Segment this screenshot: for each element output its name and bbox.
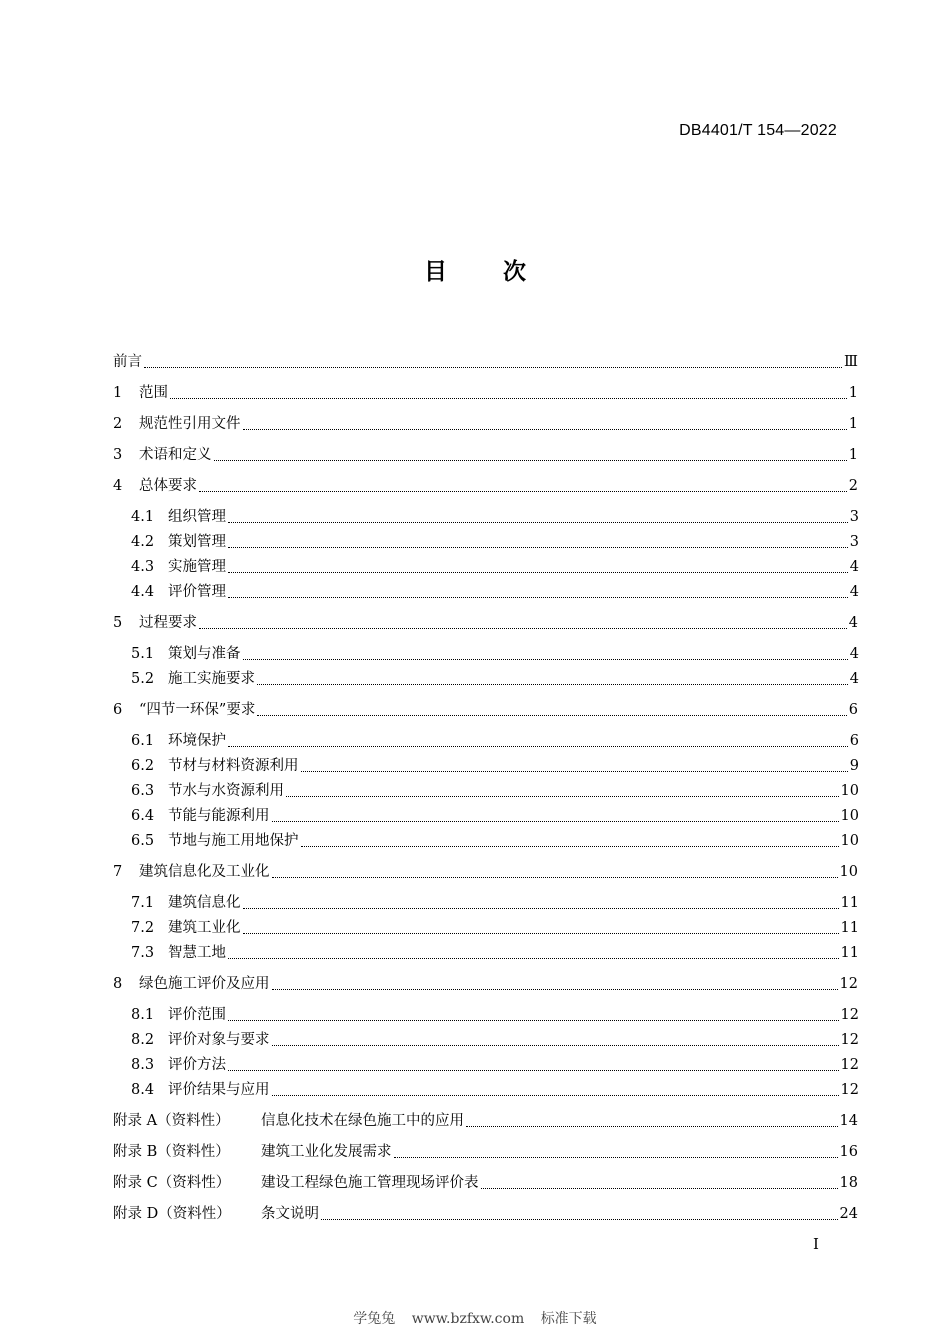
toc-entry[interactable] [131, 1080, 859, 1100]
toc-entry-title: 建筑信息化及工业化 [139, 864, 270, 880]
toc-leader-dots [228, 547, 848, 548]
toc-leader-dots [301, 846, 839, 847]
toc-leader-dots [481, 1188, 838, 1189]
page-number: I [813, 1235, 819, 1253]
toc-entry-number: 4.3 [131, 559, 155, 575]
toc-entry[interactable] [113, 1111, 858, 1131]
toc-entry[interactable] [131, 1030, 859, 1050]
toc-entry-title: 智慧工地 [168, 945, 226, 961]
toc-entry-page: 10 [840, 833, 859, 849]
toc-leader-dots [228, 746, 848, 747]
toc-leader-dots [466, 1126, 838, 1127]
toc-entry-page: 1 [848, 416, 858, 432]
toc-entry-number: 7.1 [131, 895, 155, 911]
toc-entry-number: 7.3 [131, 945, 155, 961]
title-char-1: 目 [424, 259, 447, 285]
toc-entry-page: 12 [840, 1082, 859, 1098]
toc-entry-title: 规范性引用文件 [139, 416, 241, 432]
toc-entry-title: 评价管理 [168, 584, 226, 600]
toc-entry-number: 8 [113, 976, 123, 992]
toc-entry-title: 评价结果与应用 [168, 1082, 270, 1098]
toc-entry[interactable] [131, 507, 859, 527]
page-title [0, 253, 950, 286]
toc-leader-dots [243, 429, 847, 430]
toc-entry-title: 过程要求 [139, 615, 197, 631]
toc-entry-title: “四节一环保”要求 [139, 702, 256, 718]
toc-entry-page: 24 [839, 1206, 858, 1222]
toc-entry-title: 建设工程绿色施工管理现场评价表 [261, 1175, 479, 1191]
toc-leader-dots [243, 908, 839, 909]
toc-leader-dots [243, 933, 839, 934]
toc-leader-dots [243, 659, 848, 660]
toc-entry-title: 范围 [139, 385, 168, 401]
toc-entry-title: 实施管理 [168, 559, 226, 575]
footer-site-name: 学兔兔 [353, 1311, 396, 1327]
toc-entry-title: 绿色施工评价及应用 [139, 976, 270, 992]
toc-entry-title: 策划管理 [168, 534, 226, 550]
toc-entry-title: 总体要求 [139, 478, 197, 494]
toc-leader-dots [144, 367, 842, 368]
toc-entry[interactable] [113, 613, 858, 633]
toc-leader-dots [272, 1045, 839, 1046]
toc-entry[interactable] [131, 756, 859, 776]
toc-entry-page: 9 [849, 758, 859, 774]
toc-entry[interactable] [131, 1005, 859, 1025]
toc-entry-page: 4 [848, 615, 858, 631]
toc-entry-page: Ⅲ [844, 354, 858, 370]
toc-entry-title: 评价范围 [168, 1007, 226, 1023]
toc-entry[interactable] [113, 476, 858, 496]
toc-entry-page: 4 [849, 559, 859, 575]
toc-leader-dots [228, 572, 848, 573]
toc-entry-number: 6 [113, 702, 123, 718]
toc-entry-page: 3 [849, 509, 859, 525]
toc-entry-title: 组织管理 [168, 509, 226, 525]
toc-leader-dots [199, 491, 847, 492]
toc-entry-number: 附录 D（资料性） [113, 1206, 231, 1222]
toc-entry-page: 12 [840, 1032, 859, 1048]
toc-entry-title: 评价方法 [168, 1057, 226, 1073]
toc-entry-page: 11 [840, 920, 859, 936]
toc-entry-page: 6 [848, 702, 858, 718]
toc-entry-page: 4 [849, 671, 859, 687]
standard-code: DB4401/T 154—2022 [679, 122, 837, 139]
toc-entry[interactable] [131, 918, 859, 938]
toc-entry[interactable] [113, 1173, 858, 1193]
toc-entry-title: 建筑工业化发展需求 [261, 1144, 392, 1160]
toc-entry-title: 施工实施要求 [168, 671, 255, 687]
toc-entry-number: 8.3 [131, 1057, 155, 1073]
toc-leader-dots [228, 1020, 839, 1021]
toc-entry-number: 5.1 [131, 646, 155, 662]
toc-entry[interactable] [131, 731, 859, 751]
toc-entry-title: 节地与施工用地保护 [168, 833, 299, 849]
toc-entry[interactable] [131, 582, 859, 602]
toc-leader-dots [214, 460, 847, 461]
toc-entry[interactable] [131, 1055, 859, 1075]
toc-entry-page: 12 [840, 1057, 859, 1073]
toc-entry[interactable] [113, 700, 858, 720]
toc-entry-title: 节水与水资源利用 [168, 783, 284, 799]
toc-leader-dots [170, 398, 847, 399]
toc-leader-dots [272, 877, 838, 878]
toc-entry-page: 11 [840, 895, 859, 911]
toc-entry-number: 7 [113, 864, 123, 880]
toc-entry-title: 节能与能源利用 [168, 808, 270, 824]
toc-entry-number: 6.3 [131, 783, 155, 799]
toc-entry-number: 3 [113, 447, 123, 463]
toc-leader-dots [228, 958, 839, 959]
toc-entry-title: 术语和定义 [139, 447, 212, 463]
toc-entry-page: 10 [840, 783, 859, 799]
toc-entry-number: 8.4 [131, 1082, 155, 1098]
toc-entry-page: 4 [849, 646, 859, 662]
toc-entry[interactable] [131, 831, 859, 851]
toc-entry-title: 建筑工业化 [168, 920, 241, 936]
toc-entry-title: 环境保护 [168, 733, 226, 749]
toc-entry-number: 附录 B（资料性） [113, 1144, 230, 1160]
toc-entry-number: 1 [113, 385, 123, 401]
toc-entry-page: 10 [839, 864, 858, 880]
toc-entry-number: 6.5 [131, 833, 155, 849]
toc-leader-dots [272, 1095, 839, 1096]
toc-entry[interactable] [131, 806, 859, 826]
toc-entry-title: 前言 [113, 354, 142, 370]
title-char-2: 次 [503, 259, 526, 285]
toc-leader-dots [228, 1070, 839, 1071]
toc-leader-dots [257, 715, 846, 716]
toc-leader-dots [272, 989, 838, 990]
toc-entry-number: 5.2 [131, 671, 155, 687]
toc-leader-dots [321, 1219, 838, 1220]
toc-leader-dots [394, 1157, 838, 1158]
toc-entry-number: 附录 C（资料性） [113, 1175, 231, 1191]
toc-entry-page: 3 [849, 534, 859, 550]
toc-entry-number: 附录 A（资料性） [113, 1113, 230, 1129]
toc-entry-page: 11 [840, 945, 859, 961]
toc-leader-dots [286, 796, 839, 797]
toc-leader-dots [228, 597, 848, 598]
toc-entry-number: 4.4 [131, 584, 155, 600]
toc-entry[interactable] [113, 1204, 858, 1224]
toc-entry-number: 6.4 [131, 808, 155, 824]
toc-entry-title: 评价对象与要求 [168, 1032, 270, 1048]
toc-entry-number: 6.2 [131, 758, 155, 774]
toc-leader-dots [301, 771, 848, 772]
toc-leader-dots [272, 821, 839, 822]
toc-entry[interactable] [113, 1142, 858, 1162]
toc-entry-number: 4.2 [131, 534, 155, 550]
toc-entry-number: 4 [113, 478, 123, 494]
toc-entry-number: 8.1 [131, 1007, 155, 1023]
toc-entry[interactable] [113, 862, 858, 882]
toc-leader-dots [257, 684, 848, 685]
toc-entry[interactable] [131, 893, 859, 913]
toc-entry-title: 条文说明 [261, 1206, 319, 1222]
toc-entry-number: 7.2 [131, 920, 155, 936]
toc-entry[interactable] [131, 781, 859, 801]
toc-leader-dots [228, 522, 848, 523]
toc-entry-page: 2 [848, 478, 858, 494]
toc-entry-page: 1 [848, 447, 858, 463]
toc-leader-dots [199, 628, 847, 629]
footer [0, 1308, 950, 1328]
toc-entry-number: 6.1 [131, 733, 155, 749]
toc-entry-page: 1 [848, 385, 858, 401]
toc-entry-page: 14 [839, 1113, 858, 1129]
toc-entry[interactable] [131, 532, 859, 552]
footer-tagline: 标准下载 [540, 1311, 597, 1327]
toc-entry[interactable] [131, 644, 859, 664]
toc-entry-title: 信息化技术在绿色施工中的应用 [261, 1113, 464, 1129]
toc-entry-number: 8.2 [131, 1032, 155, 1048]
toc-entry[interactable] [113, 414, 858, 434]
toc-entry-title: 策划与准备 [168, 646, 241, 662]
toc-entry[interactable] [113, 383, 858, 403]
footer-url[interactable]: www.bzfxw.com [411, 1311, 525, 1327]
toc-entry-page: 6 [849, 733, 859, 749]
toc-entry-page: 4 [849, 584, 859, 600]
toc-entry-page: 18 [839, 1175, 858, 1191]
toc-entry-title: 节材与材料资源利用 [168, 758, 299, 774]
toc-entry[interactable] [113, 352, 858, 372]
toc-entry-number: 5 [113, 615, 123, 631]
toc-entry-page: 12 [840, 1007, 859, 1023]
toc-entry-page: 10 [840, 808, 859, 824]
toc-entry[interactable] [113, 974, 858, 994]
toc-entry-page: 12 [839, 976, 858, 992]
toc-entry-page: 16 [839, 1144, 858, 1160]
toc-entry-title: 建筑信息化 [168, 895, 241, 911]
toc-entry[interactable] [131, 557, 859, 577]
toc-entry[interactable] [131, 943, 859, 963]
toc-entry[interactable] [131, 669, 859, 689]
toc-entry-number: 2 [113, 416, 123, 432]
toc-entry-number: 4.1 [131, 509, 155, 525]
toc-entry[interactable] [113, 445, 858, 465]
